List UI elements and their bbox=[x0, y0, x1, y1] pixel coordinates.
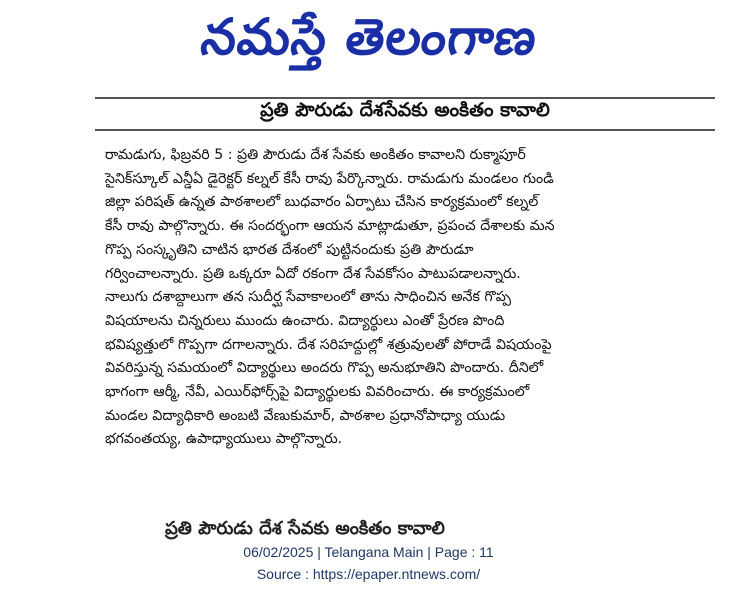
body-line: విషయాలను చిన్నరులు ముందు ఉంచారు. విద్యార్థులు ఎంతో ప్రేరణ పొంది bbox=[105, 312, 505, 329]
article-headline: ప్రతి పౌరుడు దేశసేవకు అంకితం కావాలి bbox=[260, 99, 550, 121]
footer bbox=[0, 541, 737, 585]
body-line: గొప్ప సంస్కృతిని చాటిన భారత దేశంలో పుట్టినందుకు ప్రతి పౌరుడూ bbox=[105, 241, 474, 258]
body-line: భవిష్యత్తులో గొప్పగా దగాలన్నారు. దేశ సరిహద్దుల్లో శత్రువులతో పోరాడే విషయంపై bbox=[105, 336, 552, 353]
headline-rule-bottom bbox=[95, 129, 715, 131]
masthead bbox=[0, 0, 737, 95]
body-line: గర్వించాలన్నారు. ప్రతి ఒక్కరూ ఏదో రకంగా దేశ సేవకోసం పాటుపడాలన్నారు. bbox=[105, 265, 521, 282]
body-line: సైనిక్‌స్కూల్ ఎన్డీఏ డైరెక్టర్ కల్నల్ కేసీ రావు పేర్కొన్నారు. రామడుగు మండలం గుండి bbox=[105, 170, 554, 187]
article-body bbox=[105, 144, 709, 452]
source-info: Source : https://epaper.ntnews.com/ bbox=[256, 566, 481, 582]
article-clipping bbox=[95, 95, 715, 539]
body-line: రామడుగు, ఫిబ్రవరి 5 : ప్రతి పౌరుడు దేశ సేవకు అంకితం కావాలని రుక్మాపూర్ bbox=[105, 147, 526, 163]
body-line: వివరిస్తున్న సమయంలో విద్యార్థులు అందరు గొప్ప అనుభూతిని పొందారు. దీనిలో bbox=[105, 360, 544, 377]
newspaper-name: నమస్తే తెలంగాణ bbox=[197, 8, 542, 66]
next-article-cutoff: ప్రతి పౌరుడు దేశ సేవకు అంకితం కావాలి bbox=[165, 518, 445, 539]
body-line: నాలుగు దశాబ్దాలుగా తన సుదీర్ఘ సేవాకాలంలో తాను సాధించిన అనేక గొప్ప bbox=[105, 289, 511, 306]
body-line: మండల విద్యాధికారి అంబటి వేణుకుమార్, పాఠశాల ప్రధానోపాధ్యా యుడు bbox=[105, 407, 506, 424]
body-line: భగవంతయ్య, ఉపాధ్యాయులు పాల్గొన్నారు. bbox=[105, 431, 343, 448]
body-line: జిల్లా పరిషత్ ఉన్నత పాఠశాలలో బుధవారం ఏర్పాటు చేసిన కార్యక్రమంలో కల్నల్ bbox=[105, 194, 539, 211]
publication-info: 06/02/2025 | Telangana Main | Page : 11 bbox=[243, 544, 494, 560]
body-line: కేసీ రావు పాల్గొన్నారు. ఈ సందర్భంగా ఆయన మాట్లాడుతూ, ప్రపంచ దేశాలకు మన bbox=[105, 218, 555, 235]
body-line: భాగంగా ఆర్మీ, నేవీ, ఎయిర్‌ఫోర్స్‌పై విద్యార్థులకు వివరించారు. ఈ కార్యక్రమంలో bbox=[105, 384, 530, 401]
